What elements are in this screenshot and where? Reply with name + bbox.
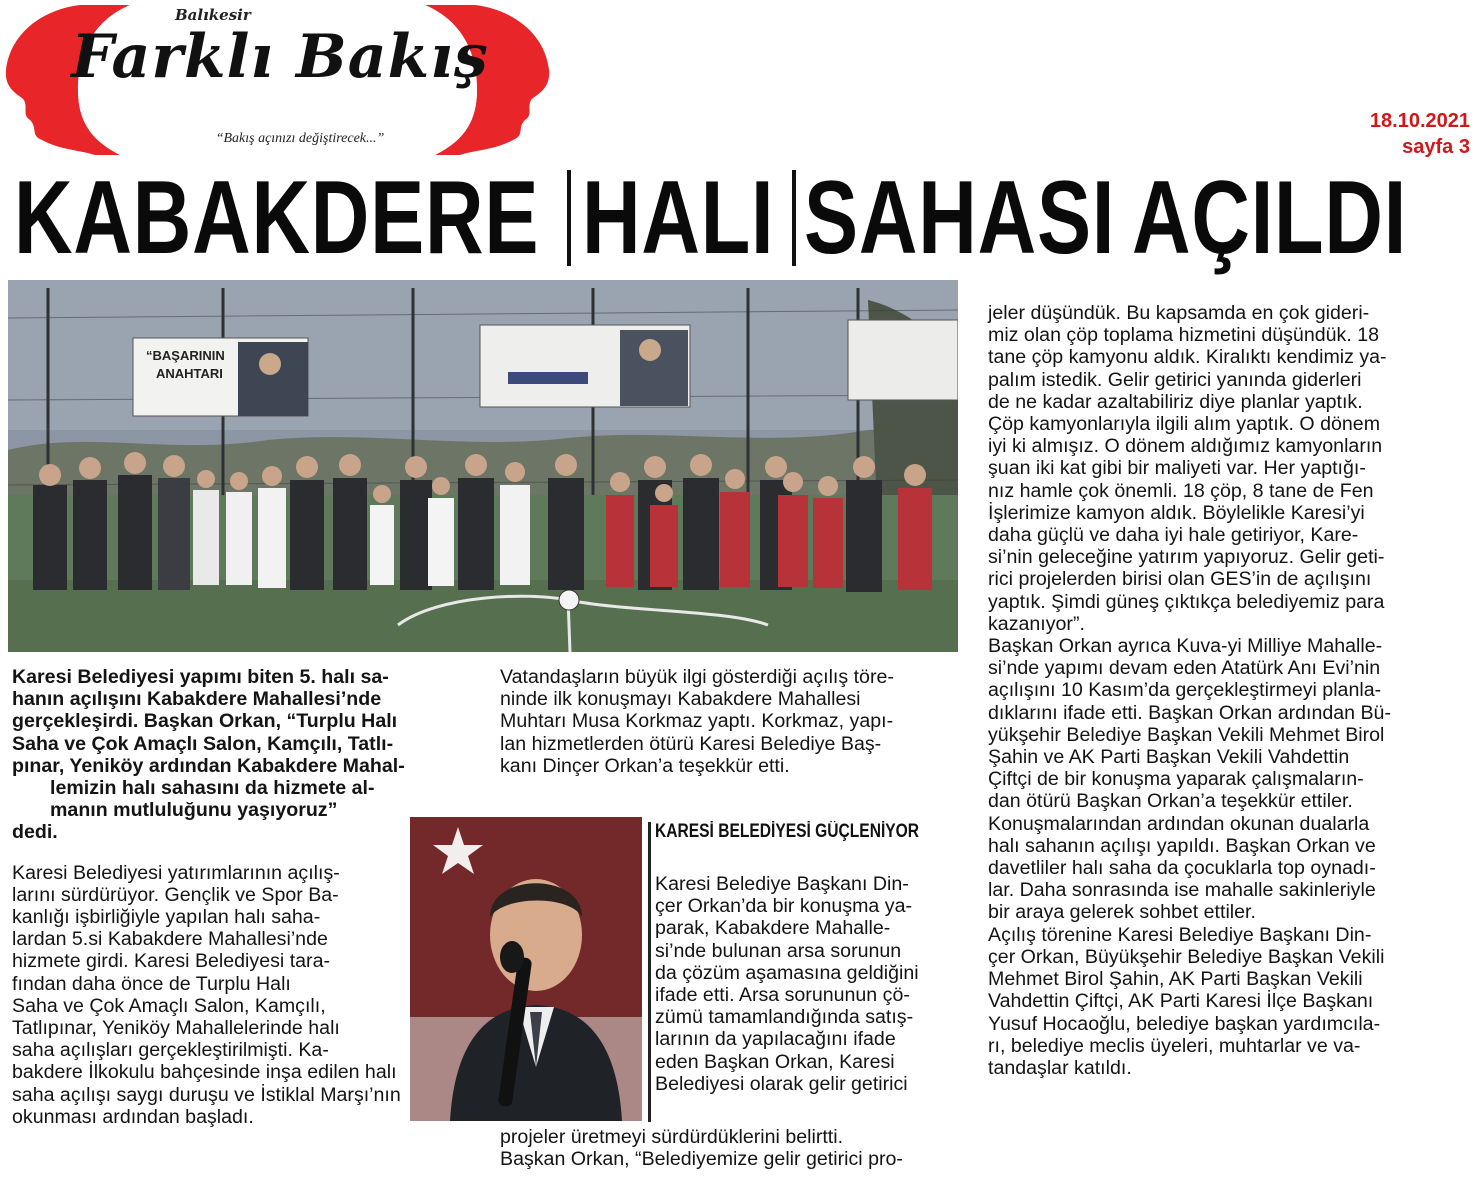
masthead-title: Farklı Bakış <box>71 22 489 92</box>
text-line: yaptık. Şimdi güneş çıktıkça belediyemiz para <box>988 590 1385 613</box>
text-line: tandaşlar katıldı. <box>988 1056 1132 1079</box>
text-line: ninde ilk konuşmayı Kabakdere Mahallesi <box>500 688 861 711</box>
text-line: davetliler halı saha da çocuklarla top oynadı- <box>988 857 1376 880</box>
text-line: eden Başkan Orkan, Karesi <box>655 1050 895 1073</box>
mayor-portrait-photo <box>410 817 642 1121</box>
text-line: İşlerimize kamyon aldık. Böylelikle Karesi’yi <box>988 501 1365 524</box>
lead-line: dedi. <box>12 821 58 844</box>
lead-line: Karesi Belediyesi yapımı biten 5. halı sa- <box>12 666 389 688</box>
lead-line: pınar, Yeniköy ardından Kabakdere Mahal- <box>12 754 405 777</box>
text-line: iyi ki almışız. O dönem aldığımız kamyonların <box>988 435 1383 458</box>
text-line: si’nin geleceğine yatırım yapıyoruz. Gelir geti- <box>988 546 1385 569</box>
text-line: çer Orkan’da bir konuşma ya- <box>655 895 912 918</box>
text-line: hizmete girdi. Karesi Belediyesi tara- <box>12 950 330 973</box>
text-line: kazanıyor”. <box>988 612 1085 635</box>
headline-divider <box>792 170 796 266</box>
text-line: Tatlıpınar, Yeniköy Mahallelerinde halı <box>12 1017 340 1040</box>
masthead-slogan: “Bakış açınızı değiştirecek...” <box>215 131 385 146</box>
text-line: açılışını 10 Kasım’da gerçekleştirmeyi planla- <box>988 679 1382 702</box>
text-line: rici projelerden birisi olan GES’in de açılışını <box>988 568 1372 591</box>
text-line: lan hizmetlerden ötürü Karesi Belediye Baş- <box>500 732 882 755</box>
text-line: zümü tamamlandığında satış- <box>655 1006 914 1029</box>
text-line: miz olan çöp toplama hizmetini düşündük. 18 <box>988 324 1380 347</box>
text-line: jeler düşündük. Bu kapsamda en çok gideri- <box>988 302 1370 324</box>
text-line: Çöp kamyonlarıyla ilgili alım yaptık. O dönem <box>988 413 1381 436</box>
text-line: da çözüm aşamasına geldiğini <box>655 961 919 984</box>
text-line: de ne kadar azaltabiliriz diye planlar yaptık. <box>988 390 1363 413</box>
text-line: Yusuf Hocaoğlu, belediye başkan yardımcıla- <box>988 1012 1381 1035</box>
text-line: Açılış törenine Karesi Belediye Başkanı Din- <box>988 923 1372 946</box>
text-line: yükşehir Belediye Başkan Vekili Mehmet Birol <box>988 723 1385 746</box>
text-line: saha açılışı saygı duruşu ve İstiklal Marşı’nın <box>12 1083 401 1106</box>
headline-word-3: SAHASI <box>804 160 1116 276</box>
text-line: Karesi Belediyesi yatırımlarının açılış- <box>12 861 340 884</box>
text-line: daha güçlü ve daha iyi hale getiriyor, Kare- <box>988 524 1359 547</box>
text-line: lar. Daha sonrasında ise mahalle sakinleriyle <box>988 879 1376 902</box>
lead-line: gerçekleşirdi. Başkan Orkan, “Turplu Halı <box>12 710 398 733</box>
article-headline <box>14 160 1464 276</box>
text-line: lardan 5.si Kabakdere Mahallesi’nde <box>12 928 328 951</box>
text-line: kanı Dinçer Orkan’a teşekkür etti. <box>500 754 790 777</box>
text-line: Vahdettin Çiftçi, AK Parti Karesi İlçe Başkanı <box>988 990 1374 1013</box>
headline-word-1: KABAKDERE <box>14 160 540 276</box>
section-subheading: KARESİ BELEDİYESİ GÜÇLENİYOR <box>655 821 920 842</box>
text-line: şuan iki kat gibi bir maliyeti var. Her yaptığı- <box>988 457 1366 480</box>
text-line: tane çöp kamyonu aldık. Kiralıktı kendimiz ya- <box>988 346 1387 369</box>
text-line: okunması ardından başladı. <box>12 1105 254 1128</box>
text-line: dan ötürü Başkan Orkan’a teşekkür ettiler. <box>988 790 1353 813</box>
text-line: halı sahanın açılışı yapıldı. Başkan Orkan ve <box>988 834 1376 857</box>
article-column-middle <box>500 666 955 777</box>
text-line: bir araya gelerek sohbet ettiler. <box>988 901 1256 924</box>
article-lead <box>12 666 452 844</box>
text-line: Başkan Orkan ayrıca Kuva-yi Milliye Mahalle- <box>988 635 1383 658</box>
text-line: Belediyesi olarak gelir getirici <box>655 1072 908 1095</box>
lead-line: lemizin halı sahasını da hizmete al- <box>50 777 375 800</box>
text-line: bakdere İlkokulu bahçesinde inşa edilen halı <box>12 1061 397 1084</box>
issue-date: 18.10.2021 <box>1369 110 1470 132</box>
article-column-right <box>988 302 1458 1079</box>
text-line: palım istedik. Gelir getirici yanında giderleri <box>988 368 1362 391</box>
speaker-illustration <box>410 817 642 1121</box>
text-line: Muhtarı Musa Korkmaz yaptı. Korkmaz, yapı- <box>500 710 894 733</box>
headline-word-2: HALI <box>582 160 775 276</box>
text-line: fından daha önce de Turplu Halı <box>12 972 291 995</box>
text-line: Konuşmalarından ardından okunan dualarla <box>988 812 1370 835</box>
text-line: Başkan Orkan, “Belediyemize gelir getirici pro- <box>500 1148 903 1171</box>
text-line: Karesi Belediye Başkanı Din- <box>655 873 909 895</box>
lead-line: hanın açılışını Kabakdere Mahallesi’nde <box>12 688 382 711</box>
text-line: nız hamle çok önemli. 18 çöp, 8 tane de Fen <box>988 479 1374 502</box>
text-line: Saha ve Çok Amaçlı Salon, Kamçılı, <box>12 994 326 1017</box>
headline-divider <box>567 170 571 266</box>
text-line: rı, belediye meclis üyeleri, muhtarlar ve va- <box>988 1034 1361 1057</box>
main-photo <box>8 280 958 652</box>
text-line: Şahin ve AK Parti Başkan Vekili Vahdettin <box>988 746 1350 769</box>
text-line: ifade etti. Arsa sorununun çö- <box>655 984 910 1007</box>
article-column-left <box>12 666 452 1128</box>
issue-page: sayfa 3 <box>1402 136 1470 158</box>
text-line: si’nde bulunan arsa sorunun <box>655 939 902 962</box>
text-line: saha açılışları gerçekleştirilmişti. Ka- <box>12 1039 329 1062</box>
banner-left-line2: ANAHTARI <box>156 366 223 381</box>
text-line: kanlığı işbirliğiyle yapılan halı saha- <box>12 906 321 929</box>
text-line: si’nde yapımı devam eden Atatürk Anı Evi’nin <box>988 657 1381 680</box>
subhead-rule <box>648 822 651 1122</box>
text-line: parak, Kabakdere Mahalle- <box>655 917 891 940</box>
text-line: dıklarını ifade etti. Başkan Orkan ardından Bü- <box>988 701 1391 724</box>
headline-word-4: AÇILDI <box>1132 160 1408 276</box>
group-photo-illustration <box>8 280 958 652</box>
lead-line: Saha ve Çok Amaçlı Salon, Kamçılı, Tatlı- <box>12 732 394 755</box>
text-line: Çiftçi de bir konuşma yaparak çalışmaların- <box>988 768 1364 791</box>
article-column-bottom <box>500 1126 970 1170</box>
masthead-region: Balıkesir <box>175 6 251 24</box>
masthead-logo <box>0 0 555 160</box>
text-line: projeler üretmeyi sürdürdüklerini belirtti. <box>500 1126 844 1148</box>
issue-info <box>1370 108 1470 160</box>
article-column-narrow <box>655 873 955 1095</box>
banner-left-line1: “BAŞARININ <box>146 348 225 363</box>
text-line: çer Orkan, Büyükşehir Belediye Başkan Vekili <box>988 945 1385 968</box>
text-line: Mehmet Birol Şahin, AK Parti Başkan Vekili <box>988 968 1363 991</box>
lead-line: manın mutluluğunu yaşıyoruz” <box>50 799 338 822</box>
text-line: larını sürdürüyor. Gençlik ve Spor Ba- <box>12 883 339 906</box>
text-line: Vatandaşların büyük ilgi gösterdiği açılış töre- <box>500 666 894 688</box>
text-line: larının da yapılacağını ifade <box>655 1028 896 1051</box>
